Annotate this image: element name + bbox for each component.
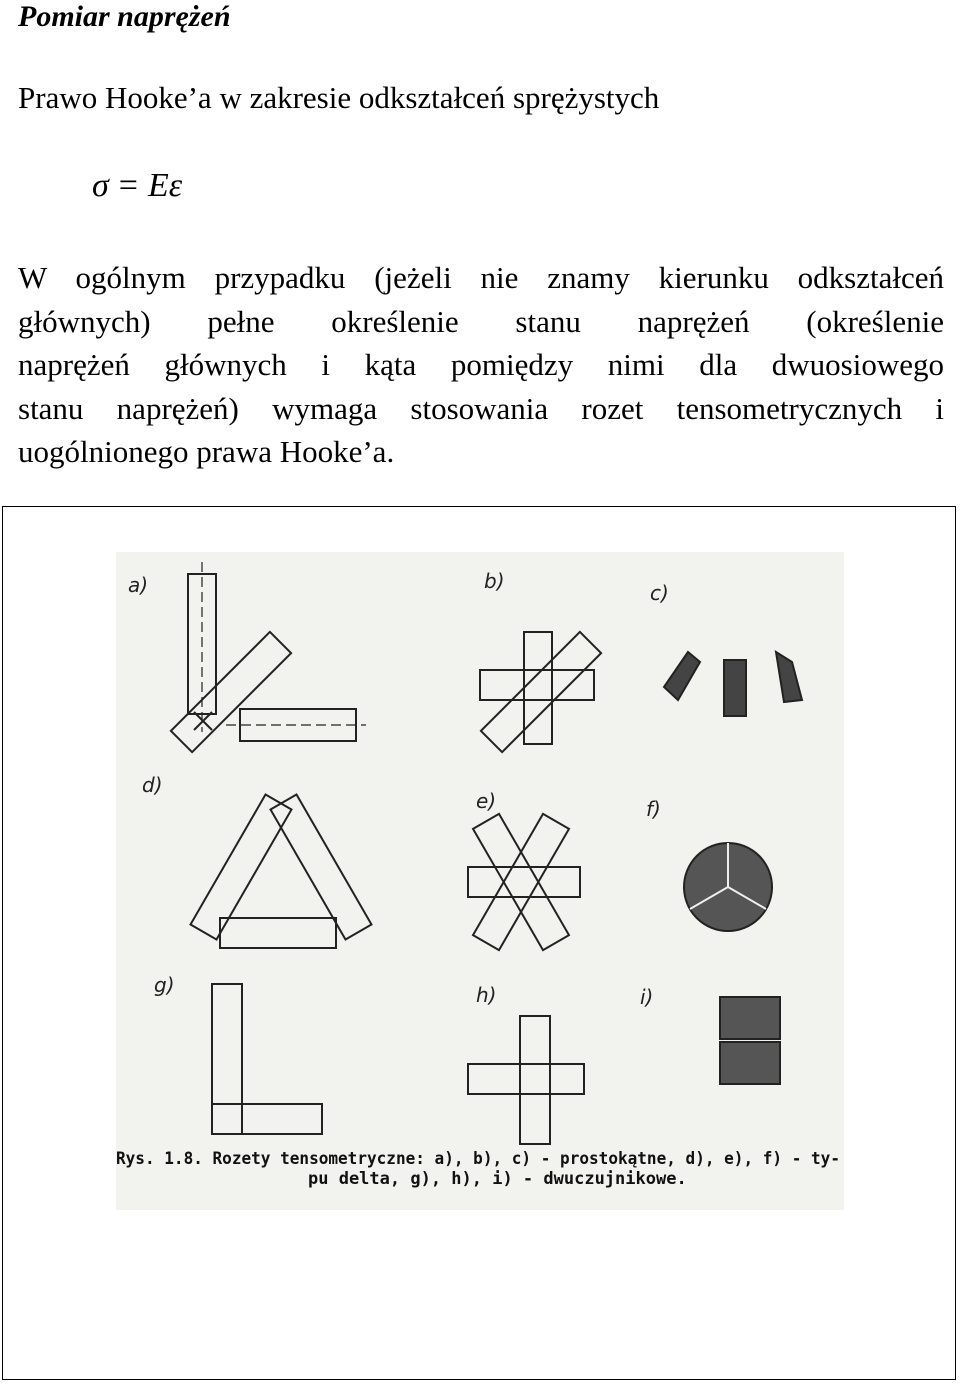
formula-rhs: Eε [147, 167, 183, 204]
rosette-d-drawing [191, 795, 372, 948]
label-h: h) [476, 983, 497, 1007]
label-c: c) [650, 581, 669, 605]
rosette-drawings [116, 552, 844, 1210]
rosette-i-drawing [720, 997, 780, 1084]
paragraph-line: W ogólnym przypadku (jeżeli nie znamy kierunku odkształceń [18, 260, 944, 295]
paragraph [18, 256, 944, 474]
rosette-a-drawing [171, 562, 366, 752]
label-i: i) [640, 985, 654, 1009]
paragraph-line: głównych) pełne określenie stanu naprężeń (określenie [18, 303, 944, 339]
formula-eq: = [118, 167, 138, 204]
paragraph-line: uogólnionego prawa Hooke’a. [18, 434, 395, 469]
hooke-formula [92, 167, 182, 205]
rosette-f-drawing [684, 843, 772, 931]
rosette-e-drawing [468, 814, 580, 950]
subtitle: Prawo Hooke’a w zakresie odkształceń sprężystych [18, 80, 660, 115]
label-d: d) [142, 773, 163, 797]
label-e: e) [476, 789, 497, 813]
rosette-c-drawing [664, 652, 802, 716]
rosette-b-drawing [480, 632, 601, 752]
paragraph-line: naprężeń głównych i kąta pomiędzy nimi dla dwuosiowego [18, 347, 944, 382]
formula-lhs: σ [92, 167, 109, 204]
figure-caption-line2: pu delta, g), h), i) - dwuczujnikowe. [308, 1169, 687, 1189]
page-title: Pomiar naprężeń [18, 0, 231, 33]
rosette-figure [116, 552, 844, 1210]
label-g: g) [154, 973, 175, 997]
label-f: f) [646, 797, 661, 821]
rosette-h-drawing [468, 1016, 584, 1144]
paragraph-line: stanu naprężeń) wymaga stosowania rozet tensometrycznych i [18, 390, 944, 426]
label-b: b) [484, 569, 505, 593]
rosette-g-drawing [212, 984, 322, 1134]
figure-caption-line1: Rys. 1.8. Rozety tensometryczne: a), b), c) - prostokątne, d), e), f) - ty- [116, 1149, 840, 1169]
label-a: a) [128, 573, 149, 597]
